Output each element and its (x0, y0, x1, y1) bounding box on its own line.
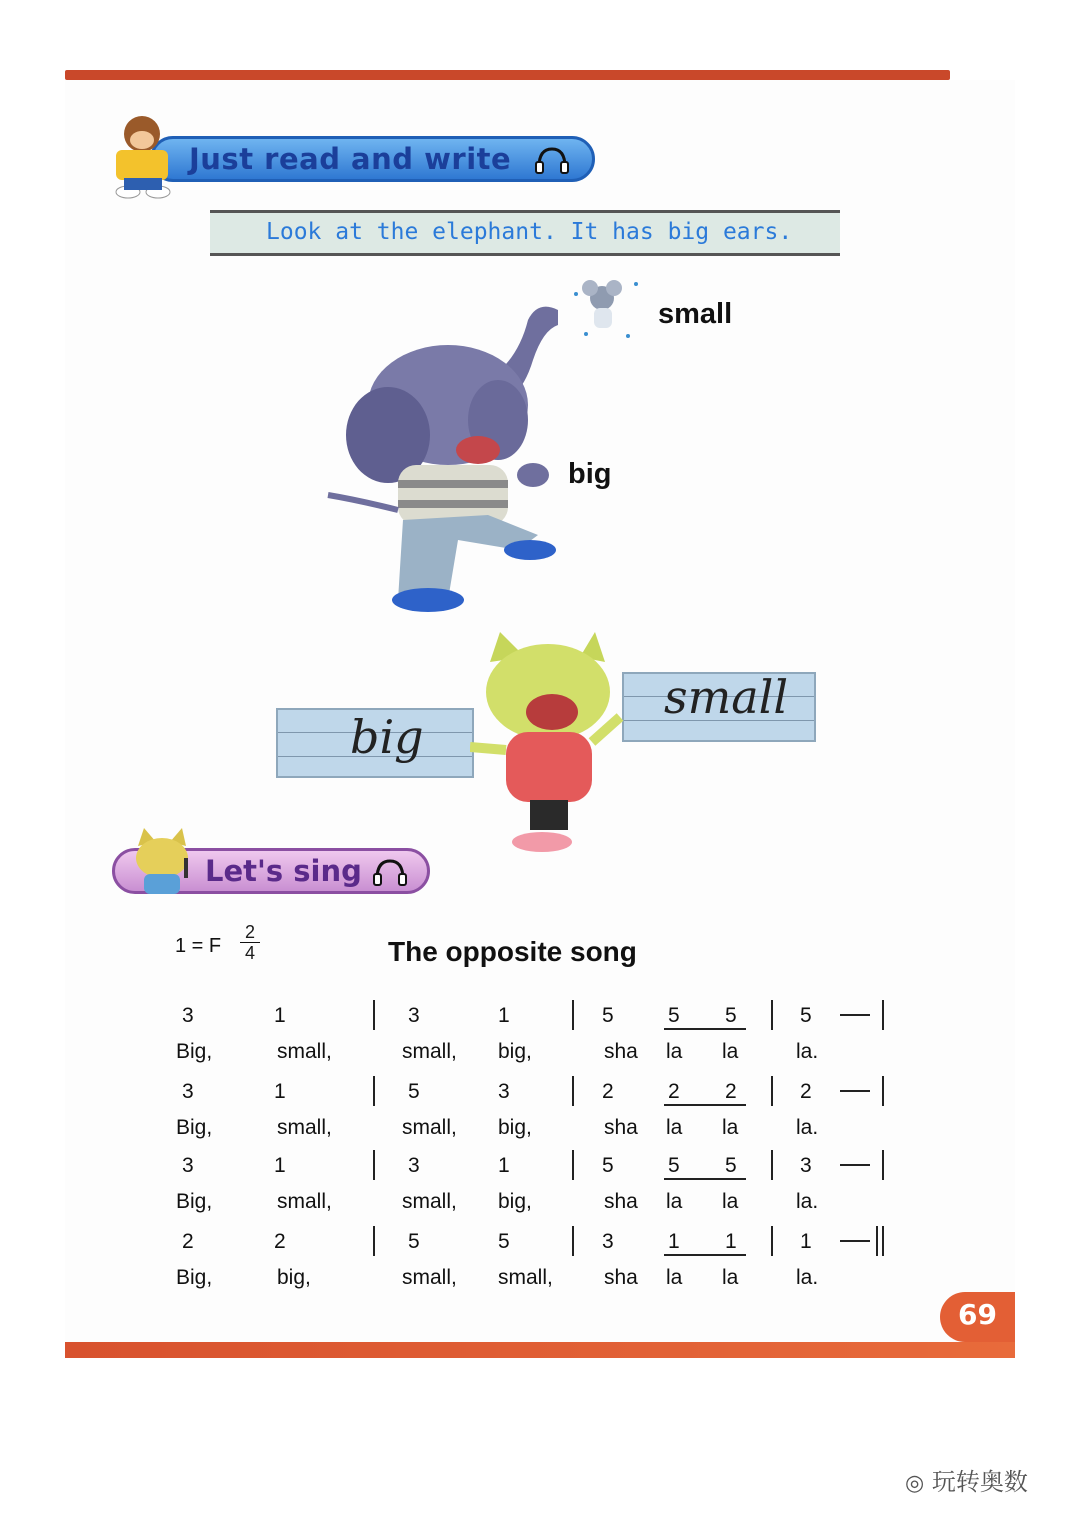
eighth-note-beam (664, 1254, 746, 1256)
note: 5 (725, 1154, 737, 1177)
lyric-word: sha (604, 1116, 638, 1139)
note: 2 (602, 1080, 614, 1103)
eighth-note-beam (664, 1178, 746, 1180)
watermark-text: 玩转奥数 (931, 1468, 1028, 1496)
lyric-word: la (722, 1040, 739, 1063)
lyric-word: small, (277, 1040, 332, 1063)
lyric-word: big, (498, 1190, 532, 1213)
headphones-icon (371, 857, 409, 887)
note: 3 (182, 1154, 194, 1177)
sentence-strip (210, 210, 840, 256)
note: 5 (668, 1004, 680, 1027)
time-sig-bottom: 4 (244, 943, 255, 963)
end-bar-line (882, 1076, 884, 1106)
lyric-word: sha (604, 1266, 638, 1289)
note: 1 (725, 1230, 737, 1253)
lyric-word: Big, (176, 1040, 213, 1063)
lyric-word: small, (498, 1266, 553, 1289)
lyric-word: small, (402, 1190, 457, 1213)
lyric-word: big, (277, 1266, 311, 1289)
note: 5 (668, 1154, 680, 1177)
top-border (65, 70, 950, 80)
bar-line (771, 1000, 773, 1030)
lyric-word: la. (796, 1040, 819, 1063)
note: 1 (274, 1154, 286, 1177)
bar-line (572, 1076, 574, 1106)
note: 3 (408, 1004, 420, 1027)
hold-dash (840, 1240, 870, 1242)
time-signature (240, 922, 260, 963)
cat-singer-icon (128, 828, 198, 898)
eighth-note-beam (664, 1028, 746, 1030)
note: 5 (498, 1230, 510, 1253)
section-title: Just read and write (189, 142, 512, 176)
time-sig-top: 2 (244, 922, 255, 942)
note: 1 (498, 1004, 510, 1027)
lyric-word: la. (796, 1116, 819, 1139)
note: 5 (800, 1004, 812, 1027)
lyric-word: Big, (176, 1190, 213, 1213)
lyric-word: small, (277, 1116, 332, 1139)
lyric-word: la (722, 1116, 739, 1139)
bar-line (771, 1226, 773, 1256)
bar-line (771, 1076, 773, 1106)
lyric-word: small, (402, 1116, 457, 1139)
mouse-icon (566, 276, 652, 346)
bar-line (373, 1000, 375, 1030)
lyric-word: la. (796, 1190, 819, 1213)
lyric-word: la (666, 1190, 683, 1213)
lyric-word: big, (498, 1040, 532, 1063)
hold-dash (840, 1014, 870, 1016)
note: 5 (602, 1154, 614, 1177)
note: 1 (498, 1154, 510, 1177)
bar-line (771, 1150, 773, 1180)
note: 2 (274, 1230, 286, 1253)
note: 5 (408, 1080, 420, 1103)
end-bar-line (882, 1000, 884, 1030)
lyric-word: la (666, 1116, 683, 1139)
lyric-word: la (722, 1190, 739, 1213)
note: 3 (498, 1080, 510, 1103)
lyric-word: Big, (176, 1116, 213, 1139)
watermark (905, 1462, 1028, 1497)
lyric-word: big, (498, 1116, 532, 1139)
note: 1 (274, 1080, 286, 1103)
note: 5 (408, 1230, 420, 1253)
lyric-word: la. (796, 1266, 819, 1289)
headphones-icon (533, 145, 571, 175)
lyric-word: la (666, 1266, 683, 1289)
write-box-big (276, 708, 474, 778)
final-bar-line (876, 1226, 878, 1256)
note: 1 (274, 1004, 286, 1027)
monkey-icon (102, 110, 182, 202)
note: 3 (182, 1080, 194, 1103)
eighth-note-beam (664, 1104, 746, 1106)
bottom-border (65, 1342, 1015, 1358)
lyric-word: small, (402, 1266, 457, 1289)
hold-dash (840, 1164, 870, 1166)
note: 2 (182, 1230, 194, 1253)
write-box-small-text: small (664, 670, 789, 724)
lyric-word: small, (402, 1040, 457, 1063)
note: 2 (668, 1080, 680, 1103)
note: 2 (800, 1080, 812, 1103)
note: 5 (602, 1004, 614, 1027)
write-box-big-text: big (350, 710, 424, 764)
note: 3 (182, 1004, 194, 1027)
page-number-badge (940, 1292, 1015, 1342)
end-bar-line (882, 1226, 884, 1256)
hold-dash (840, 1090, 870, 1092)
lyric-word: la (722, 1266, 739, 1289)
note: 1 (800, 1230, 812, 1253)
write-box-small (622, 672, 816, 742)
note: 5 (725, 1004, 737, 1027)
note: 3 (602, 1230, 614, 1253)
section-title-sing: Let's sing (205, 854, 362, 888)
bar-line (373, 1076, 375, 1106)
note: 1 (668, 1230, 680, 1253)
bar-line (572, 1000, 574, 1030)
sentence-text: Look at the elephant. It has big ears. (266, 219, 793, 245)
bar-line (572, 1226, 574, 1256)
cat-icon (470, 632, 630, 862)
section-banner-read-write (150, 136, 595, 182)
lyric-word: sha (604, 1040, 638, 1063)
end-bar-line (882, 1150, 884, 1180)
note: 3 (408, 1154, 420, 1177)
elephant-icon (318, 300, 558, 618)
bar-line (373, 1226, 375, 1256)
note: 3 (800, 1154, 812, 1177)
label-small: small (658, 298, 733, 330)
page-number: 69 (958, 1298, 997, 1331)
lyric-word: small, (277, 1190, 332, 1213)
bar-line (572, 1150, 574, 1180)
lyric-word: Big, (176, 1266, 213, 1289)
lyric-word: sha (604, 1190, 638, 1213)
note: 2 (725, 1080, 737, 1103)
song-title: The opposite song (388, 936, 637, 967)
bar-line (373, 1150, 375, 1180)
key-signature: 1 = F (175, 935, 222, 957)
label-big: big (568, 458, 612, 490)
lyric-word: la (666, 1040, 683, 1063)
wechat-icon: ◎ (905, 1471, 925, 1496)
